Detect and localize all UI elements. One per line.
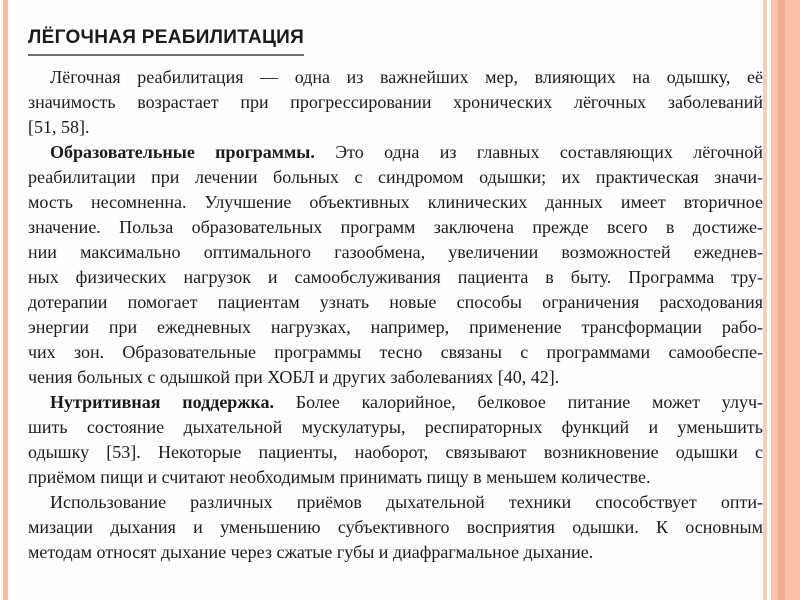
left-border-stripe — [3, 0, 8, 600]
text-line: приёмом пищи и считают необходимым принимать пищу в меньшем количестве. — [28, 467, 651, 487]
text-line: мость несомненна. Улучшение объективных клинических данных имеет вторичное — [28, 192, 763, 212]
text-line: энергии при ежедневных нагрузках, например, применение трансформации рабо- — [28, 317, 763, 337]
text-line: одышку [53]. Некоторые пациенты, наоборот, связывают возникновение одышки с — [28, 442, 763, 462]
page-content — [28, 27, 763, 565]
bold-lead-in: Образовательные программы. — [50, 142, 315, 162]
bold-lead-in: Нутритивная поддержка. — [50, 392, 274, 412]
text-line: Образовательные программы. Это одна из главных составляющих лёгочной — [50, 142, 763, 162]
text-block — [28, 65, 763, 565]
text-line: шить состояние дыхательной мускулатуры, респираторных функций и уменьшить — [28, 417, 763, 437]
text-line: [51, 58]. — [28, 117, 90, 137]
text-line: Использование различных приёмов дыхательной техники способствует опти- — [50, 492, 763, 512]
paragraph — [28, 390, 763, 490]
page-title: ЛЁГОЧНАЯ РЕАБИЛИТАЦИЯ — [28, 27, 304, 56]
text-line: ных физических нагрузок и самообслуживания пациента в быту. Программа тру- — [28, 267, 763, 287]
paragraph — [28, 490, 763, 565]
paragraph — [28, 140, 763, 390]
text-line: нии максимально оптимального газообмена, увеличении возможностей ежеднев- — [28, 242, 763, 262]
text-line: мизации дыхания и уменьшению субъективного восприятия одышки. К основным — [28, 517, 763, 537]
text-line: значимость возрастает при прогрессировании хронических лёгочных заболеваний — [28, 92, 763, 112]
text-line: дотерапии помогает пациентам узнать новые способы ограничения расходования — [28, 292, 763, 312]
text-line: методам относят дыхание через сжатые губы и диафрагмальное дыхание. — [28, 542, 594, 562]
text-line: Нутритивная поддержка. Более калорийное, белковое питание может улуч- — [50, 392, 763, 412]
text-line: реабилитации при лечении больных с синдромом одышки; их практическая значи- — [28, 167, 763, 187]
text-line: значение. Польза образовательных программ заключена прежде всего в достиже- — [28, 217, 763, 237]
paragraph — [28, 65, 763, 140]
text-line: Лёгочная реабилитация — одна из важнейших мер, влияющих на одышку, её — [50, 67, 763, 87]
text-line: чения больных с одышкой при ХОБЛ и других заболеваниях [40, 42]. — [28, 367, 560, 387]
text-line: чих зон. Образовательные программы тесно связаны с программами самообеспе- — [28, 342, 763, 362]
right-border-stripe — [763, 0, 800, 600]
